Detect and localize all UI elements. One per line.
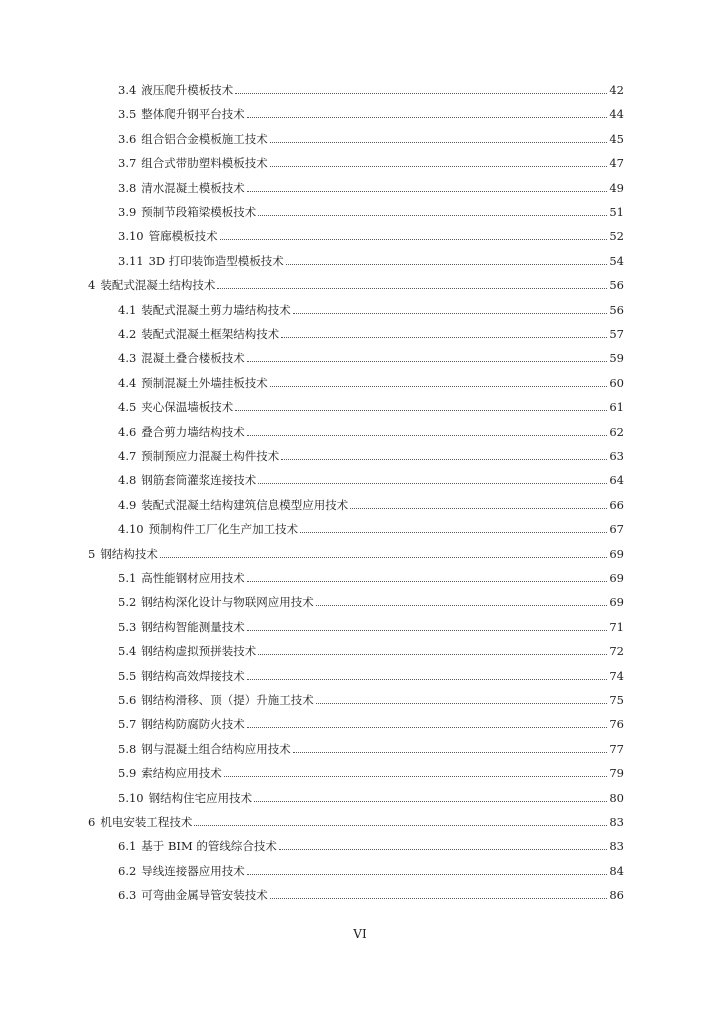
toc-entry-title: 钢结构深化设计与物联网应用技术 (141, 595, 314, 610)
toc-entry-title: 组合铝合金模板施工技术 (141, 131, 268, 146)
toc-entry-page: 56 (609, 278, 624, 293)
toc-entry-page: 72 (609, 644, 624, 659)
toc-entry-number: 5.3 (118, 619, 137, 634)
toc-entry-page: 76 (609, 717, 624, 732)
dot-leader (258, 654, 607, 655)
toc-entry-number: 4.7 (118, 449, 137, 463)
toc-entry[interactable] (118, 887, 624, 903)
dot-leader (247, 874, 608, 875)
toc-entry-number: 5.5 (118, 668, 137, 683)
toc-entry-number: 4.2 (118, 327, 137, 341)
toc-entry[interactable] (118, 375, 624, 391)
toc-entry-page: 74 (609, 668, 624, 683)
toc-entry-page: 64 (609, 473, 624, 488)
toc-entry-title: 钢筋套筒灌浆连接技术 (141, 473, 257, 488)
toc-entry-title: 钢结构滑移、顶（提）升施工技术 (141, 693, 314, 707)
toc-entry-number: 4.5 (118, 400, 137, 415)
toc-entry[interactable] (118, 643, 624, 659)
toc-entry-number: 5.9 (118, 766, 137, 781)
toc-entry-page: 59 (609, 351, 624, 366)
toc-entry-page: 79 (609, 766, 624, 781)
toc-entry-title: 液压爬升模板技术 (141, 83, 234, 97)
toc-entry-number: 4.6 (118, 424, 137, 439)
toc-entry-page: 67 (609, 522, 624, 537)
toc-entry-page: 71 (609, 619, 624, 634)
toc-entry-title: 钢结构防腐防火技术 (141, 717, 245, 732)
toc-entry-title: 整体爬升钢平台技术 (141, 107, 245, 122)
toc-entry[interactable] (118, 326, 624, 342)
toc-entry-number: 3.11 (118, 253, 144, 268)
toc-entry-title: 机电安装工程技术 (100, 815, 193, 829)
toc-entry[interactable] (118, 131, 624, 147)
toc-entry-title: 装配式混凝土结构建筑信息模型应用技术 (141, 497, 349, 512)
toc-entry-page: 54 (609, 253, 624, 268)
dot-leader (316, 605, 608, 606)
dot-leader (247, 361, 608, 362)
toc-entry-number: 4 (88, 278, 96, 293)
toc-entry-page: 75 (609, 693, 624, 707)
toc-entry-title: 夹心保温墙板技术 (141, 400, 234, 415)
toc-entry[interactable] (118, 716, 624, 732)
toc-entry-number: 3.7 (118, 156, 137, 171)
dot-leader (247, 581, 608, 582)
toc-entry-number: 3.4 (118, 83, 137, 97)
dot-leader (247, 727, 608, 728)
toc-entry-title: 钢结构智能测量技术 (141, 619, 245, 634)
toc-entry-number: 6 (88, 815, 96, 829)
toc-entry-number: 5.8 (118, 741, 137, 756)
toc-entry[interactable] (118, 570, 624, 586)
toc-entry-page: 60 (609, 375, 624, 390)
dot-leader (235, 93, 607, 94)
toc-entry-number: 4.4 (118, 375, 137, 390)
dot-leader (316, 703, 608, 704)
toc-entry-number: 3.8 (118, 180, 137, 195)
toc-entry-page: 66 (609, 497, 624, 512)
toc-entry[interactable] (118, 741, 624, 757)
dot-leader (279, 849, 607, 850)
page-number: VI (353, 927, 367, 941)
toc-entry-page: 84 (609, 863, 624, 878)
toc-entry-title: 管廊模板技术 (148, 229, 218, 244)
dot-leader (247, 191, 608, 192)
toc-entry[interactable] (88, 814, 624, 830)
toc-entry-title: 钢结构虚拟预拼装技术 (141, 644, 257, 659)
toc-entry-number: 4.3 (118, 351, 137, 366)
dot-leader (247, 117, 608, 118)
toc-entry[interactable] (118, 350, 624, 366)
toc-entry[interactable] (118, 180, 624, 196)
toc-entry-page: 45 (609, 131, 624, 146)
toc-entry[interactable] (118, 594, 624, 610)
toc-entry-number: 6.2 (118, 863, 137, 878)
toc-entry[interactable] (118, 448, 624, 464)
toc-entry-page: 56 (609, 302, 624, 317)
dot-leader (270, 386, 608, 387)
toc-entry[interactable] (118, 497, 624, 513)
toc-entry-title: 钢结构高效焊接技术 (141, 668, 245, 683)
toc-entry-title: 钢结构技术 (100, 546, 158, 561)
toc-entry[interactable] (118, 155, 624, 171)
toc-entry-page: 44 (609, 107, 624, 122)
dot-leader (300, 532, 607, 533)
toc-entry[interactable] (118, 863, 624, 879)
dot-leader (160, 557, 608, 558)
dot-leader (293, 752, 608, 753)
toc-entry-number: 4.9 (118, 497, 137, 512)
dot-leader (286, 264, 608, 265)
toc-entry-title: 预制混凝土外墙挂板技术 (141, 375, 268, 390)
toc-entry-title: 索结构应用技术 (141, 766, 222, 781)
toc-entry[interactable] (118, 228, 624, 244)
toc-entry-title: 钢与混凝土组合结构应用技术 (141, 741, 291, 756)
toc-entry-title: 预制构件工厂化生产加工技术 (148, 522, 299, 537)
dot-leader (224, 776, 608, 777)
toc-entry-title: 3D 打印装饰造型模板技术 (148, 253, 284, 268)
dot-leader (247, 630, 608, 631)
toc-entry-title: 混凝土叠合楼板技术 (141, 351, 245, 366)
toc-entry[interactable] (88, 277, 624, 293)
toc-entry-title: 清水混凝土模板技术 (141, 180, 245, 195)
toc-entry-title: 基于 BIM 的管线综合技术 (141, 839, 277, 854)
toc-entry[interactable] (118, 521, 624, 537)
toc-entry-page: 69 (609, 571, 624, 585)
toc-entry-page: 51 (609, 205, 624, 219)
dot-leader (247, 679, 608, 680)
toc-entry[interactable] (118, 82, 624, 98)
toc-entry-page: 42 (609, 83, 624, 97)
toc-entry-page: 63 (609, 449, 624, 463)
toc-entry-title: 预制预应力混凝土构件技术 (141, 449, 280, 463)
toc-entry-page: 80 (609, 790, 624, 805)
toc-entry-number: 3.6 (118, 131, 137, 146)
toc-entry[interactable] (118, 204, 624, 220)
dot-leader (247, 435, 608, 436)
toc-entry-page: 69 (609, 546, 624, 561)
dot-leader (217, 288, 607, 289)
toc-entry-number: 5.10 (118, 790, 144, 805)
dot-leader (281, 459, 607, 460)
dot-leader (270, 898, 608, 899)
toc-entry-title: 钢结构住宅应用技术 (148, 790, 253, 805)
toc-entry-number: 5.6 (118, 693, 137, 707)
toc-entry-number: 5 (88, 546, 96, 561)
toc-entry-page: 83 (609, 839, 624, 854)
toc-entry-title: 组合式带肋塑料模板技术 (141, 156, 268, 171)
toc-entry-title: 高性能钢材应用技术 (141, 571, 245, 585)
toc-entry[interactable] (118, 838, 624, 854)
toc-entry-page: 77 (609, 741, 624, 756)
toc-entry-title: 可弯曲金属导管安装技术 (141, 888, 268, 903)
toc-entry[interactable] (118, 692, 624, 708)
toc-entry-number: 5.1 (118, 571, 137, 585)
toc-entry-title: 装配式混凝土框架结构技术 (141, 327, 280, 341)
toc-entry-number: 3.5 (118, 107, 137, 122)
toc-entry-number: 5.2 (118, 595, 137, 610)
toc-entry-title: 装配式混凝土剪力墙结构技术 (141, 302, 291, 317)
dot-leader (194, 825, 607, 826)
toc-entry[interactable] (118, 765, 624, 781)
toc-entry-number: 4.1 (118, 302, 137, 317)
dot-leader (258, 483, 607, 484)
toc-entry-page: 57 (609, 327, 624, 341)
toc-entry-page: 49 (609, 180, 624, 195)
toc-entry-page: 83 (609, 815, 624, 829)
toc-entry-page: 62 (609, 424, 624, 439)
dot-leader (270, 166, 608, 167)
dot-leader (235, 410, 607, 411)
toc-entry-page: 69 (609, 595, 624, 610)
dot-leader (220, 239, 608, 240)
toc-entry-title: 装配式混凝土结构技术 (100, 278, 216, 293)
dot-leader (281, 337, 607, 338)
toc-entry-number: 3.9 (118, 205, 137, 219)
toc-entry-page: 86 (609, 888, 624, 903)
toc-entry-page: 61 (609, 400, 624, 415)
dot-leader (270, 142, 608, 143)
toc-entry-title: 叠合剪力墙结构技术 (141, 424, 245, 439)
dot-leader (258, 215, 607, 216)
dot-leader (254, 801, 607, 802)
toc-entry-number: 5.4 (118, 644, 137, 659)
toc-entry[interactable] (118, 619, 624, 635)
toc-entry[interactable] (118, 106, 624, 122)
toc-entry-number: 4.10 (118, 522, 144, 537)
toc-entry[interactable] (118, 790, 624, 806)
dot-leader (293, 313, 608, 314)
toc-entry-number: 6.3 (118, 888, 137, 903)
toc-entry-page: 52 (609, 229, 624, 244)
toc-entry-title: 导线连接器应用技术 (141, 863, 245, 878)
toc-entry-number: 5.7 (118, 717, 137, 732)
toc-entry-number: 4.8 (118, 473, 137, 488)
toc-entry-page: 47 (609, 156, 624, 171)
toc-entry[interactable] (118, 253, 624, 269)
toc-entry[interactable] (118, 668, 624, 684)
toc-entry[interactable] (118, 399, 624, 415)
toc-entry[interactable] (118, 424, 624, 440)
dot-leader (350, 508, 607, 509)
toc-entry[interactable] (88, 546, 624, 562)
toc-entry-title: 预制节段箱梁模板技术 (141, 205, 257, 219)
toc-entry[interactable] (118, 302, 624, 318)
toc-entry-number: 6.1 (118, 839, 137, 854)
toc-entry[interactable] (118, 472, 624, 488)
toc-entry-number: 3.10 (118, 229, 144, 244)
